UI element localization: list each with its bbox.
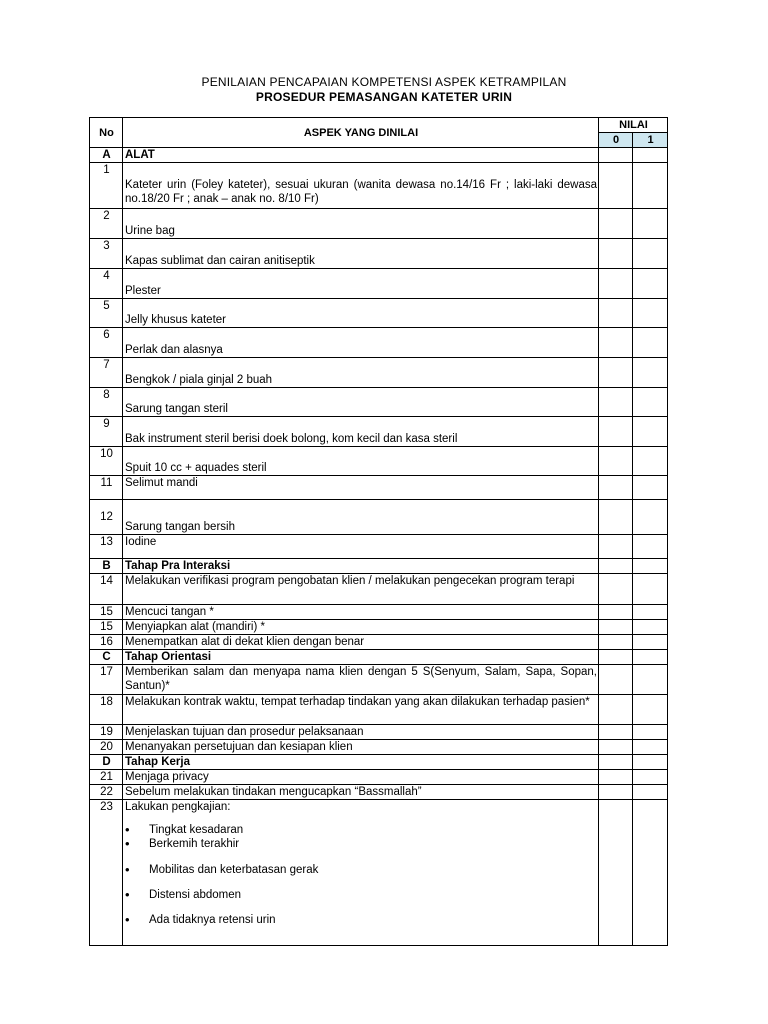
- row-number: 18: [90, 695, 123, 725]
- row-aspect: Menjelaskan tujuan dan prosedur pelaksanaan: [123, 725, 599, 740]
- row-number: 9: [90, 417, 123, 447]
- column-header-aspek: ASPEK YANG DINILAI: [123, 118, 599, 148]
- row-number: 22: [90, 785, 123, 800]
- score-cell-1[interactable]: [633, 800, 668, 946]
- score-cell-0[interactable]: [599, 800, 633, 946]
- score-cell-1[interactable]: [633, 163, 668, 209]
- list-item: • Mobilitas dan keterbatasan gerak: [125, 863, 597, 877]
- score-cell-0[interactable]: [599, 500, 633, 535]
- score-cell-0[interactable]: [599, 358, 633, 388]
- table-row: [90, 535, 668, 559]
- score-cell-0[interactable]: [599, 650, 633, 665]
- list-item: • Berkemih terakhir: [125, 837, 597, 851]
- row-aspect: Iodine: [123, 535, 599, 559]
- form-title: PENILAIAN PENCAPAIAN KOMPETENSI ASPEK KETRAMPILAN: [201, 75, 567, 89]
- table-row: [90, 800, 668, 946]
- table-row: [90, 500, 668, 535]
- section-letter: C: [90, 650, 123, 665]
- row-aspect: Perlak dan alasnya: [123, 328, 599, 358]
- section-letter: D: [90, 755, 123, 770]
- row-number: 15: [90, 620, 123, 635]
- score-cell-1[interactable]: [633, 239, 668, 269]
- row-number: 23: [90, 800, 123, 946]
- row-number: 5: [90, 299, 123, 328]
- score-cell-1[interactable]: [633, 417, 668, 447]
- score-cell-0[interactable]: [599, 605, 633, 620]
- row-aspect: Menempatkan alat di dekat klien dengan benar: [123, 635, 599, 650]
- row-number: 4: [90, 269, 123, 299]
- score-cell-0[interactable]: [599, 755, 633, 770]
- table-row: [90, 665, 668, 695]
- score-cell-0[interactable]: [599, 535, 633, 559]
- score-cell-1[interactable]: [633, 209, 668, 239]
- row-aspect: Kateter urin (Foley kateter), sesuai ukuran (wanita dewasa no.14/16 Fr ; laki-laki dewasa no.18/20 Fr ; anak – anak no. 8/10 Fr): [123, 163, 599, 209]
- row-number: 2: [90, 209, 123, 239]
- row-number: 15: [90, 605, 123, 620]
- table-row: [90, 476, 668, 500]
- score-cell-0[interactable]: [599, 574, 633, 605]
- score-cell-1[interactable]: [633, 535, 668, 559]
- assessment-list: [125, 823, 597, 927]
- score-cell-1[interactable]: [633, 269, 668, 299]
- row-aspect: Sarung tangan bersih: [123, 500, 599, 535]
- row-number: 20: [90, 740, 123, 755]
- section-letter: B: [90, 559, 123, 574]
- list-item: • Tingkat kesadaran: [125, 823, 597, 837]
- row-aspect: Melakukan kontrak waktu, tempat terhadap tindakan yang akan dilakukan terhadap pasien*: [123, 695, 599, 725]
- score-cell-1[interactable]: [633, 574, 668, 605]
- score-cell-0[interactable]: [599, 770, 633, 785]
- column-header-score-0: 0: [599, 133, 633, 148]
- score-cell-1[interactable]: [633, 635, 668, 650]
- row-aspect: Jelly khusus kateter: [123, 299, 599, 328]
- row-number: 19: [90, 725, 123, 740]
- score-cell-1[interactable]: [633, 388, 668, 417]
- score-cell-1[interactable]: [633, 620, 668, 635]
- score-cell-0[interactable]: [599, 148, 633, 163]
- row-aspect-assessment: [123, 800, 599, 946]
- score-cell-0[interactable]: [599, 417, 633, 447]
- score-cell-1[interactable]: [633, 299, 668, 328]
- score-cell-1[interactable]: [633, 500, 668, 535]
- score-cell-1[interactable]: [633, 328, 668, 358]
- score-cell-0[interactable]: [599, 725, 633, 740]
- score-cell-1[interactable]: [633, 148, 668, 163]
- section-title: Tahap Pra Interaksi: [123, 559, 599, 574]
- score-cell-0[interactable]: [599, 635, 633, 650]
- table-row: [90, 328, 668, 358]
- table-row: [90, 447, 668, 476]
- score-cell-1[interactable]: [633, 755, 668, 770]
- row-aspect: Spuit 10 cc + aquades steril: [123, 447, 599, 476]
- score-cell-1[interactable]: [633, 725, 668, 740]
- score-cell-1[interactable]: [633, 447, 668, 476]
- row-aspect: Menanyakan persetujuan dan kesiapan klien: [123, 740, 599, 755]
- row-aspect: Memberikan salam dan menyapa nama klien dengan 5 S(Senyum, Salam, Sapa, Sopan, Santun)*: [123, 665, 599, 695]
- table-row: [90, 358, 668, 388]
- section-title: Tahap Orientasi: [123, 650, 599, 665]
- score-cell-1[interactable]: [633, 476, 668, 500]
- section-title: ALAT: [123, 148, 599, 163]
- section-row: [90, 148, 668, 163]
- table-row: [90, 299, 668, 328]
- score-cell-0[interactable]: [599, 785, 633, 800]
- table-row: [90, 209, 668, 239]
- row-number: 12: [90, 500, 123, 535]
- row-number: 17: [90, 665, 123, 695]
- list-item: • Distensi abdomen: [125, 888, 597, 902]
- score-cell-0[interactable]: [599, 269, 633, 299]
- row-aspect: Bengkok / piala ginjal 2 buah: [123, 358, 599, 388]
- row-number: 8: [90, 388, 123, 417]
- row-number: 16: [90, 635, 123, 650]
- score-cell-1[interactable]: [633, 740, 668, 755]
- row-aspect: Urine bag: [123, 209, 599, 239]
- row-aspect: Selimut mandi: [123, 476, 599, 500]
- row-number: 3: [90, 239, 123, 269]
- score-cell-1[interactable]: [633, 785, 668, 800]
- row-number: 6: [90, 328, 123, 358]
- score-cell-0[interactable]: [599, 559, 633, 574]
- row-aspect: Bak instrument steril berisi doek bolong, kom kecil dan kasa steril: [123, 417, 599, 447]
- table-row: [90, 770, 668, 785]
- row-aspect: Sarung tangan steril: [123, 388, 599, 417]
- table-row: [90, 388, 668, 417]
- section-row: [90, 755, 668, 770]
- row-number: 7: [90, 358, 123, 388]
- score-cell-1[interactable]: [633, 695, 668, 725]
- row-number: 11: [90, 476, 123, 500]
- score-cell-0[interactable]: [599, 476, 633, 500]
- row-aspect: Menjaga privacy: [123, 770, 599, 785]
- table-row: [90, 785, 668, 800]
- table-row: [90, 605, 668, 620]
- score-cell-0[interactable]: [599, 740, 633, 755]
- table-row: [90, 269, 668, 299]
- assessment-table: [89, 117, 668, 946]
- section-row: [90, 559, 668, 574]
- score-cell-1[interactable]: [633, 559, 668, 574]
- row-aspect: Mencuci tangan *: [123, 605, 599, 620]
- section-title: Tahap Kerja: [123, 755, 599, 770]
- form-subtitle: PROSEDUR PEMASANGAN KATETER URIN: [255, 90, 513, 104]
- row-number: 21: [90, 770, 123, 785]
- score-cell-0[interactable]: [599, 620, 633, 635]
- table-row: [90, 740, 668, 755]
- score-cell-0[interactable]: [599, 328, 633, 358]
- table-row: [90, 239, 668, 269]
- row-number: 14: [90, 574, 123, 605]
- column-header-score-1: 1: [633, 133, 668, 148]
- score-cell-0[interactable]: [599, 239, 633, 269]
- table-row: [90, 574, 668, 605]
- table-row: [90, 695, 668, 725]
- row-number: 13: [90, 535, 123, 559]
- row-number: 1: [90, 163, 123, 209]
- row-aspect: Plester: [123, 269, 599, 299]
- score-cell-0[interactable]: [599, 665, 633, 695]
- column-header-no: No: [90, 118, 123, 148]
- score-cell-0[interactable]: [599, 447, 633, 476]
- table-row: [90, 163, 668, 209]
- row-aspect: Menyiapkan alat (mandiri) *: [123, 620, 599, 635]
- score-cell-0[interactable]: [599, 388, 633, 417]
- score-cell-0[interactable]: [599, 299, 633, 328]
- row-number: 10: [90, 447, 123, 476]
- score-cell-1[interactable]: [633, 358, 668, 388]
- row-aspect: Kapas sublimat dan cairan anitiseptik: [123, 239, 599, 269]
- score-cell-1[interactable]: [633, 770, 668, 785]
- score-cell-0[interactable]: [599, 209, 633, 239]
- score-cell-0[interactable]: [599, 695, 633, 725]
- score-cell-0[interactable]: [599, 163, 633, 209]
- score-cell-1[interactable]: [633, 650, 668, 665]
- table-row: [90, 725, 668, 740]
- score-cell-1[interactable]: [633, 605, 668, 620]
- score-cell-1[interactable]: [633, 665, 668, 695]
- table-row: [90, 417, 668, 447]
- table-row: [90, 635, 668, 650]
- list-item: • Ada tidaknya retensi urin: [125, 913, 597, 927]
- row-aspect: Melakukan verifikasi program pengobatan klien / melakukan pengecekan program terapi: [123, 574, 599, 605]
- table-row: [90, 620, 668, 635]
- row-aspect: Lakukan pengkajian:: [125, 801, 231, 813]
- section-row: [90, 650, 668, 665]
- row-aspect: Sebelum melakukan tindakan mengucapkan “Bassmallah”: [123, 785, 599, 800]
- section-letter: A: [90, 148, 123, 163]
- column-header-nilai: NILAI: [599, 118, 668, 133]
